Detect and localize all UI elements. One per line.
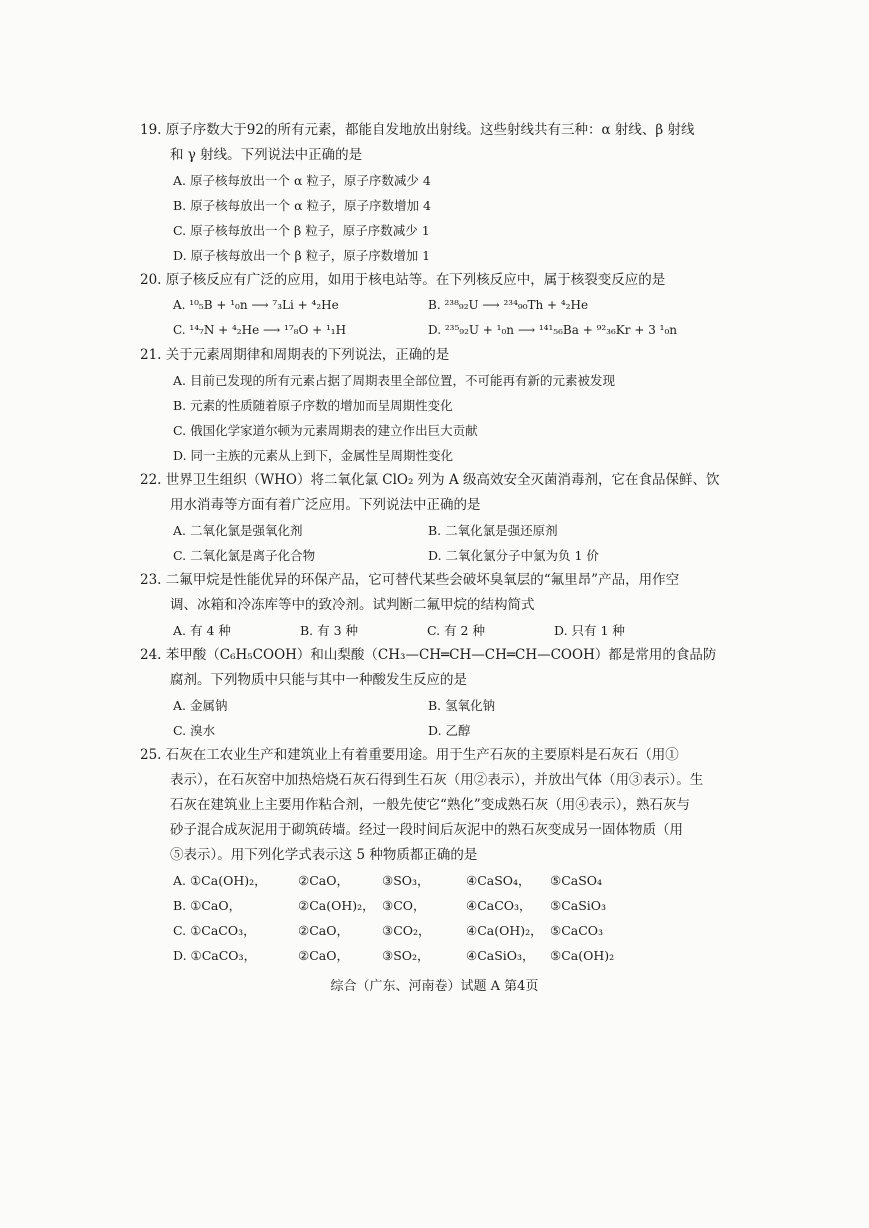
option-cell: ⑤CaCO₃ — [550, 923, 604, 938]
option-row — [140, 518, 720, 543]
option-cell: D. ①CaCO₃， — [173, 948, 257, 963]
question-stem: 19. 原子序数大于92的所有元素，都能自发地放出射线。这些射线共有三种：α 射线、β 射线 — [140, 122, 695, 138]
option-d: D. 只有 1 种 — [554, 623, 625, 638]
option-cell: ②Ca(OH)₂， — [298, 898, 375, 913]
question-stem: 24. 苯甲酸（C₆H₅COOH）和山梨酸（CH₃—CH═CH—CH═CH—COOH）都是常用的食品防 — [140, 647, 717, 663]
question-stem-continued: 砂子混合成灰泥用于砌筑砖墙。经过一段时间后灰泥中的熟石灰变成另一固体物质（用 — [170, 822, 683, 838]
option-row — [140, 543, 720, 568]
question-24 — [140, 643, 720, 743]
option-d: D. ²³⁵₉₂U + ¹₀n ⟶ ¹⁴¹₅₆Ba + ⁹²₃₆Kr + 3 ¹₀n — [428, 323, 677, 337]
option-a: A. 目前已发现的所有元素占据了周期表里全部位置，不可能再有新的元素被发现 — [173, 373, 615, 388]
option-cell: ③SO₂， — [382, 948, 430, 963]
option-cell: ②CaO， — [298, 923, 349, 938]
question-stem-continued: 表示），在石灰窑中加热焙烧石灰石得到生石灰（用②表示），并放出气体（用③表示）。生 — [170, 772, 704, 788]
question-stem-continued: 调、冰箱和冷冻库等中的致冷剂。试判断二氟甲烷的结构简式 — [170, 597, 535, 613]
option-cell: ⑤Ca(OH)₂ — [550, 948, 615, 963]
question-20 — [140, 268, 720, 343]
option-c: C. 二氧化氯是离子化合物 — [173, 548, 316, 563]
question-19 — [140, 118, 720, 268]
question-stem-continued: ⑤表示）。用下列化学式表示这 5 种物质都正确的是 — [170, 847, 478, 863]
option-c: C. 溴水 — [173, 723, 216, 738]
option-a: A. ¹⁰₅B + ¹₀n ⟶ ⁷₃Li + ⁴₂He — [173, 298, 339, 312]
option-c: C. 俄国化学家道尔顿为元素周期表的建立作出巨大贡献 — [173, 423, 478, 438]
option-row — [140, 318, 720, 343]
option-cell: ④CaCO₃， — [466, 898, 532, 913]
option-row-a — [140, 868, 720, 893]
question-stem-continued: 腐剂。下列物质中只能与其中一种酸发生反应的是 — [170, 672, 467, 688]
option-cell: ③SO₃， — [382, 873, 430, 888]
option-cell: A. ①Ca(OH)₂， — [173, 873, 267, 888]
option-a: A. 金属钠 — [173, 698, 228, 713]
option-cell: ③CO₂， — [382, 923, 431, 938]
question-23 — [140, 568, 720, 643]
option-cell: ④Ca(OH)₂， — [466, 923, 543, 938]
option-d: D. 二氧化氯分子中氯为负 1 价 — [428, 548, 599, 563]
option-cell: C. ①CaCO₃， — [173, 923, 256, 938]
option-row — [140, 693, 720, 718]
option-cell: ③CO， — [382, 898, 426, 913]
question-stem: 22. 世界卫生组织（WHO）将二氧化氯 ClO₂ 列为 A 级高效安全灭菌消毒剂，它在食品保鲜、饮 — [140, 472, 720, 488]
question-22 — [140, 468, 720, 568]
option-b: B. 有 3 种 — [300, 623, 359, 638]
option-b: B. 原子核每放出一个 α 粒子，原子序数增加 4 — [173, 198, 431, 213]
option-cell: ④CaSO₄， — [466, 873, 531, 888]
question-stem-continued: 和 γ 射线。下列说法中正确的是 — [170, 147, 363, 163]
option-cell: ⑤CaSiO₃ — [550, 898, 607, 913]
option-d: D. 同一主族的元素从上到下，金属性呈周期性变化 — [173, 448, 454, 463]
option-a: A. 有 4 种 — [173, 623, 231, 638]
question-21 — [140, 343, 720, 468]
option-cell: ④CaSiO₃， — [466, 948, 535, 963]
option-cell: ⑤CaSO₄ — [550, 873, 603, 888]
option-cell: ②CaO， — [298, 873, 349, 888]
option-d: D. 原子核每放出一个 β 粒子，原子序数增加 1 — [173, 248, 431, 263]
question-stem: 23. 二氟甲烷是性能优异的环保产品，它可替代某些会破坏臭氧层的“氟里昂”产品，用作空 — [140, 572, 680, 588]
option-c: C. 有 2 种 — [427, 623, 485, 638]
option-b: B. 元素的性质随着原子序数的增加而呈周期性变化 — [173, 398, 453, 413]
option-row — [140, 618, 720, 643]
option-c: C. 原子核每放出一个 β 粒子，原子序数减少 1 — [173, 223, 430, 238]
option-b: B. 氢氧化钠 — [428, 698, 496, 713]
option-b: B. 二氧化氯是强还原剂 — [428, 523, 558, 538]
option-a: A. 二氧化氯是强氧化剂 — [173, 523, 303, 538]
question-25 — [140, 743, 720, 968]
option-row-b — [140, 893, 720, 918]
option-row-d — [140, 943, 720, 968]
option-row — [140, 718, 720, 743]
option-row — [140, 293, 720, 318]
page-footer: 综合（广东、河南卷）试题 A 第4页 — [330, 979, 539, 994]
question-stem: 25. 石灰在工农业生产和建筑业上有着重要用途。用于生产石灰的主要原料是石灰石（用① — [140, 747, 679, 763]
option-a: A. 原子核每放出一个 α 粒子，原子序数减少 4 — [173, 173, 431, 188]
question-stem-continued: 用水消毒等方面有着广泛应用。下列说法中正确的是 — [170, 497, 481, 513]
option-row-c — [140, 918, 720, 943]
question-stem-continued: 石灰在建筑业上主要用作粘合剂，一般先使它“熟化”变成熟石灰（用④表示），熟石灰与 — [170, 797, 691, 813]
question-stem: 20. 原子核反应有广泛的应用，如用于核电站等。在下列核反应中，属于核裂变反应的是 — [140, 272, 666, 288]
option-c: C. ¹⁴₇N + ⁴₂He ⟶ ¹⁷₈O + ¹₁H — [173, 323, 347, 337]
question-stem: 21. 关于元素周期律和周期表的下列说法，正确的是 — [140, 347, 450, 363]
option-cell: B. ①CaO， — [173, 898, 242, 913]
option-d: D. 乙醇 — [428, 723, 471, 738]
option-cell: ②CaO， — [298, 948, 349, 963]
option-b: B. ²³⁸₉₂U ⟶ ²³⁴₉₀Th + ⁴₂He — [428, 298, 589, 312]
